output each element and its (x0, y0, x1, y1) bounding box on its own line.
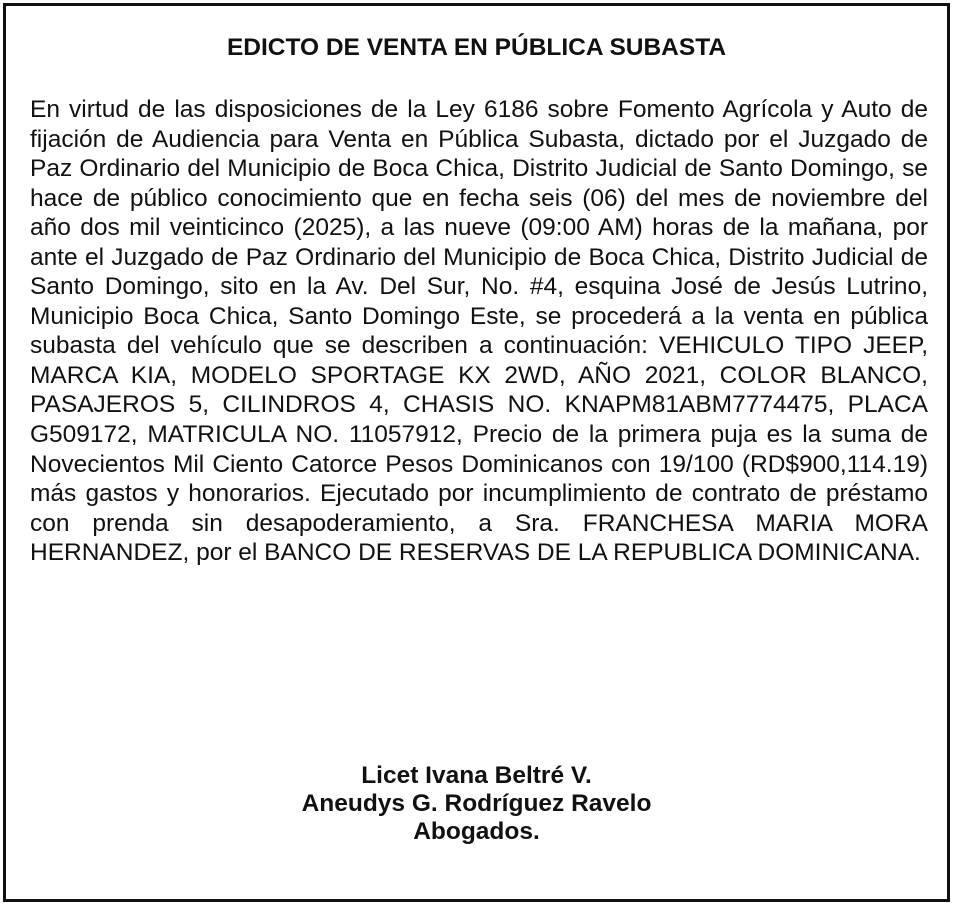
notice-title: EDICTO DE VENTA EN PÚBLICA SUBASTA (226, 34, 727, 61)
notice-frame (3, 3, 950, 902)
signature-name-1: Licet Ivana Beltré V. (361, 762, 592, 789)
signature-block (6, 762, 947, 846)
signature-name-2: Aneudys G. Rodríguez Ravelo (301, 790, 652, 817)
signature-role: Abogados. (413, 818, 540, 845)
notice-body: En virtud de las disposiciones de la Ley 6186 sobre Fomento Agrícola y Auto de fijación de Audiencia para Venta en Pública Subasta, dictado por el Juzgado de Paz Ordinario del Municipio de Boca Chica, Distrito Judicial de Santo Domingo, se hace de público conocimiento que en fecha seis (06) del mes de noviembre del año dos mil veinticinco (2025), a las nueve (09:00 AM) horas de la mañana, por ante el Juzgado de Paz Ordinario del Municipio de Boca Chica, Distrito Judicial de Santo Domingo, sito en la Av. Del Sur, No. #4, esquina José de Jesús Lutrino, Municipio Boca Chica, Santo Domingo Este, se procederá a la venta en pública subasta del vehículo que se describen a continuación: VEHICULO TIPO JEEP, MARCA KIA, MODELO SPORTAGE KX 2WD, AÑO 2021, COLOR BLANCO, PASAJEROS 5, CILINDROS 4, CHASIS NO. KNAPM81ABM7774475, PLACA G509172, MATRICULA NO. 11057912, Precio de la primera puja es la suma de Novecientos Mil Ciento Catorce Pesos Dominicanos con 19/100 (RD$900,114.19) más gastos y honorarios. Ejecutado por incumplimiento de contrato de préstamo con prenda sin desapoderamiento, a Sra. FRANCHESA MARIA MORA HERNANDEZ, por el BANCO DE RESERVAS DE LA REPUBLICA DOMINICANA. (30, 96, 928, 567)
